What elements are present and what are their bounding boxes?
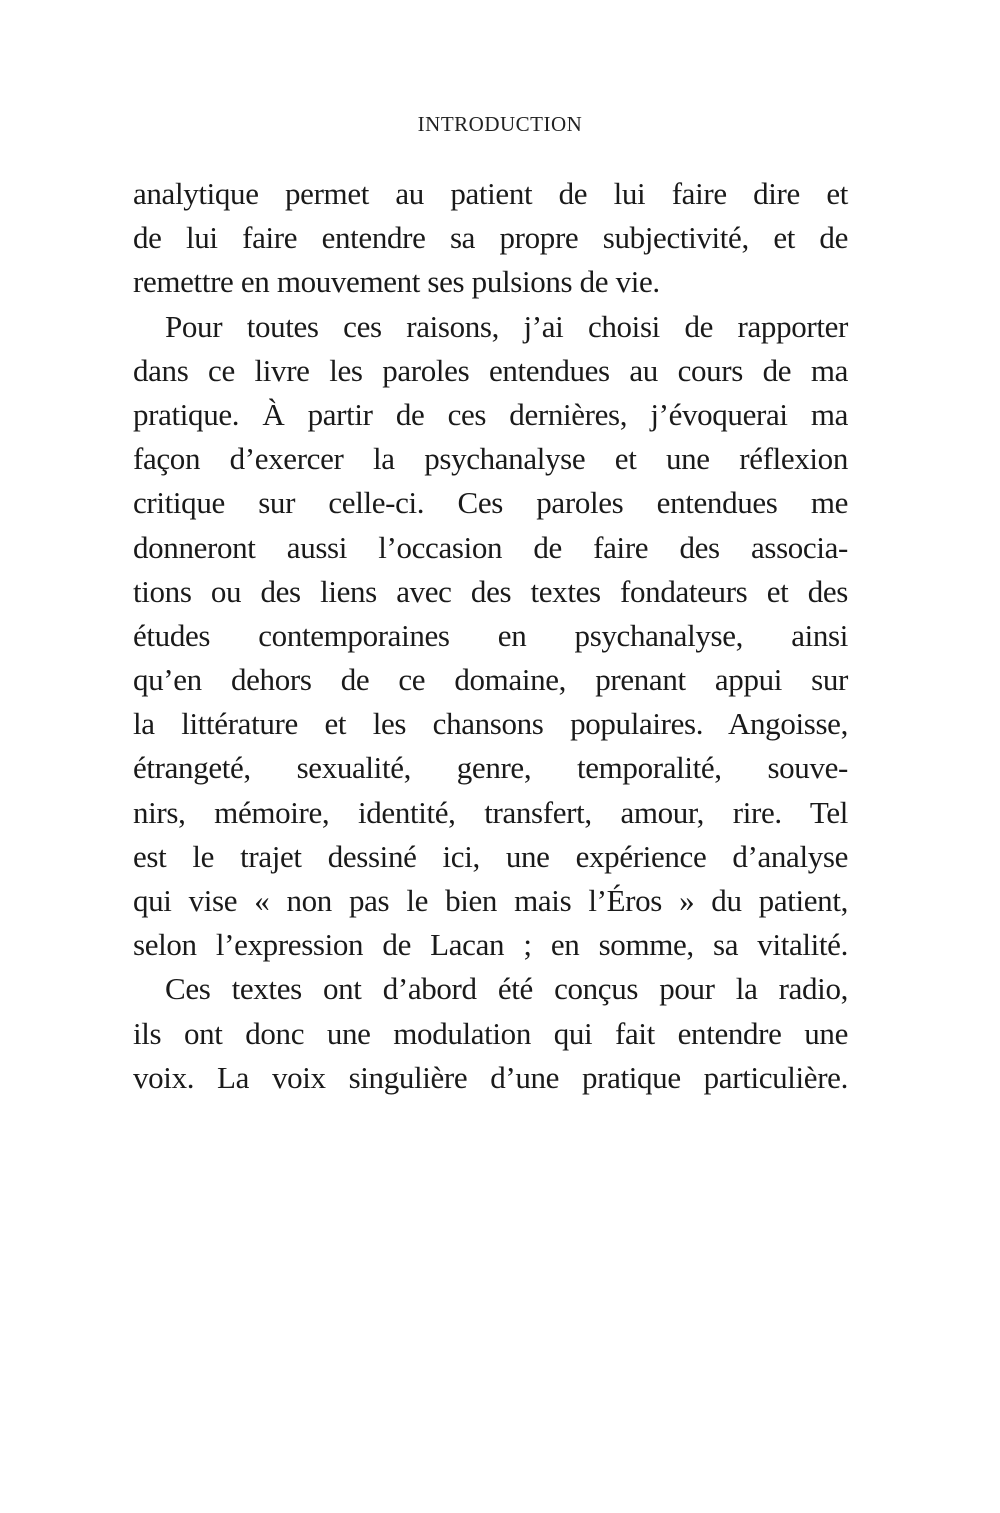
running-head: INTRODUCTION <box>417 112 583 136</box>
text-line: selon l’expression de Lacan ; en somme, sa vitalité. <box>133 927 848 963</box>
text-line: Pour toutes ces raisons, j’ai choisi de rapporter <box>165 308 848 344</box>
text-line: études contemporaines en psychanalyse, ainsi <box>133 617 848 653</box>
text-line: remettre en mouvement ses pulsions de vie. <box>133 264 660 300</box>
text-line: qu’en dehors de ce domaine, prenant appui sur <box>133 662 848 698</box>
text-line: tions ou des liens avec des textes fondateurs et des <box>133 573 848 609</box>
body-text <box>133 172 848 1100</box>
text-line: nirs, mémoire, identité, transfert, amour, rire. Tel <box>133 794 848 830</box>
text-line: est le trajet dessiné ici, une expérience d’analyse <box>133 838 848 874</box>
text-line: étrangeté, sexualité, genre, temporalité, souve- <box>133 750 848 786</box>
text-line: Ces textes ont d’abord été conçus pour la radio, <box>165 971 848 1007</box>
text-line: ils ont donc une modulation qui fait entendre une <box>133 1015 848 1051</box>
text-line: pratique. À partir de ces dernières, j’évoquerai ma <box>133 396 848 432</box>
text-line: donneront aussi l’occasion de faire des associa- <box>133 529 848 565</box>
text-line: de lui faire entendre sa propre subjectivité, et de <box>133 220 848 256</box>
text-line: la littérature et les chansons populaires. Angoisse, <box>133 706 848 742</box>
paragraph-3 <box>133 967 848 1100</box>
text-line: dans ce livre les paroles entendues au cours de ma <box>133 352 848 388</box>
text-line: critique sur celle-ci. Ces paroles entendues me <box>133 485 848 521</box>
paragraph-1 <box>133 172 848 305</box>
text-line: façon d’exercer la psychanalyse et une réflexion <box>133 441 848 477</box>
paragraph-2 <box>133 305 848 968</box>
text-line: analytique permet au patient de lui faire dire et <box>133 176 848 211</box>
text-line: voix. La voix singulière d’une pratique particulière. <box>133 1059 848 1095</box>
text-line: qui vise « non pas le bien mais l’Éros » du patient, <box>133 883 848 918</box>
